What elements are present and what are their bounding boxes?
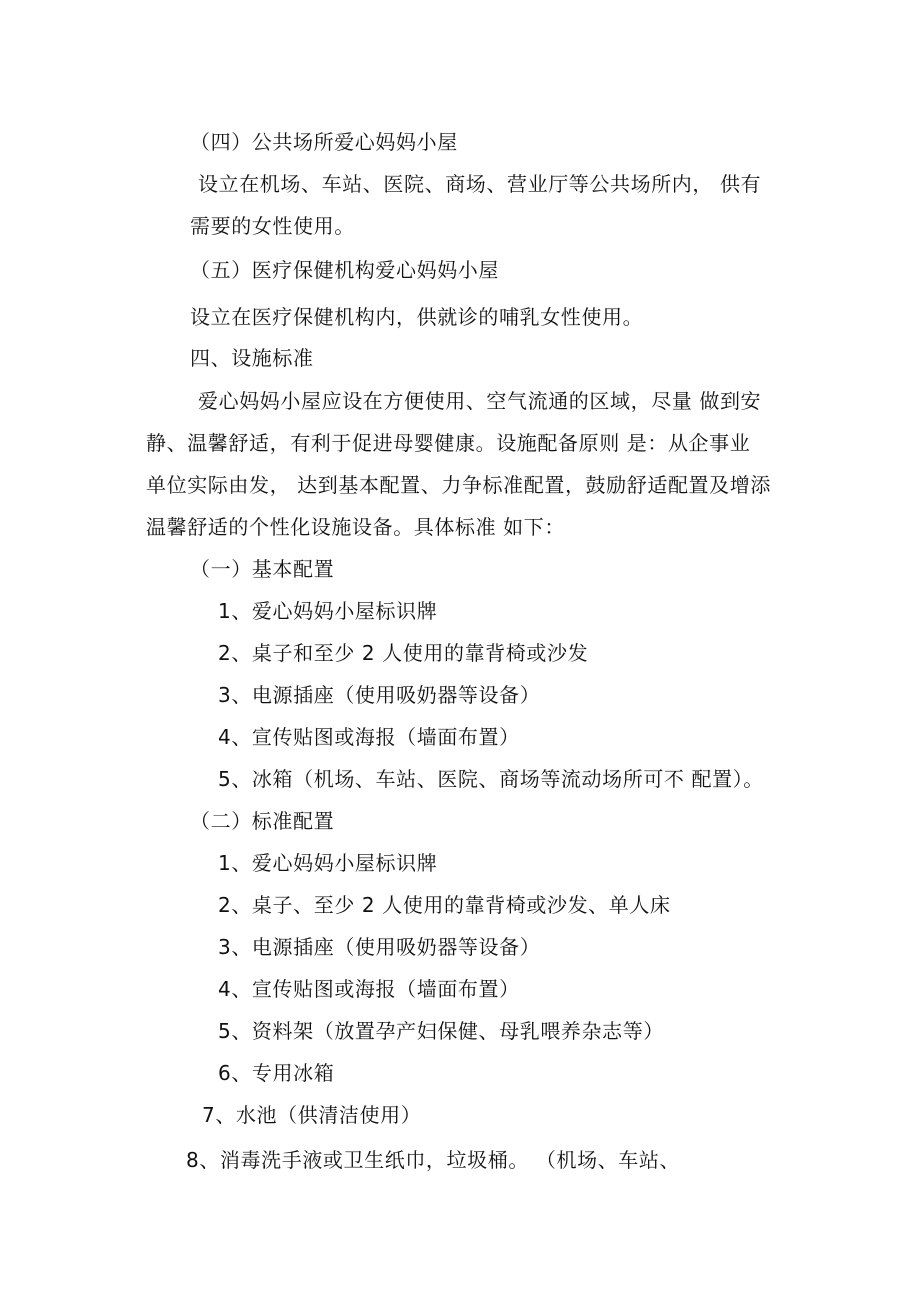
heading-medical-institutions: （五）医疗保健机构爱心妈妈小屋 xyxy=(190,258,499,282)
list-item: 4、宣传贴图或海报（墙面布置） xyxy=(218,977,520,1001)
paragraph-line: 设立在机场、车站、医院、商场、营业厅等公共场所内， 供有 xyxy=(198,172,762,196)
list-item: 1、爱心妈妈小屋标识牌 xyxy=(218,599,438,623)
paragraph-line: 需要的女性使用。 xyxy=(190,214,355,238)
paragraph-line: 爱心妈妈小屋应设在方便使用、空气流通的区域，尽量 做到安 xyxy=(198,389,762,413)
heading-standard-configuration: （二）标准配置 xyxy=(190,809,335,833)
list-item: 2、桌子、至少 2 人使用的靠背椅或沙发、单人床 xyxy=(218,893,671,917)
list-item: 7、水池（供清洁使用） xyxy=(202,1103,422,1127)
paragraph-line: 温馨舒适的个性化设施设备。具体标准 如下： xyxy=(146,515,565,539)
paragraph-line: 静、温馨舒适，有利于促进母婴健康。设施配备原则 是：从企事业 xyxy=(146,431,751,455)
heading-basic-configuration: （一）基本配置 xyxy=(190,557,335,581)
list-item: 4、宣传贴图或海报（墙面布置） xyxy=(218,725,520,749)
list-item: 3、电源插座（使用吸奶器等设备） xyxy=(218,683,541,707)
heading-public-places: （四）公共场所爱心妈妈小屋 xyxy=(190,130,458,154)
list-item: 5、冰箱（机场、车站、医院、商场等流动场所可不 配置）。 xyxy=(218,767,764,791)
list-item: 1、爱心妈妈小屋标识牌 xyxy=(218,851,438,875)
list-item: 3、电源插座（使用吸奶器等设备） xyxy=(218,935,541,959)
list-item: 2、桌子和至少 2 人使用的靠背椅或沙发 xyxy=(218,641,589,665)
heading-facility-standards: 四、设施标准 xyxy=(190,346,314,370)
paragraph-line: 设立在医疗保健机构内，供就诊的哺乳女性使用。 xyxy=(190,305,644,329)
list-item: 6、专用冰箱 xyxy=(218,1061,335,1085)
list-item: 8、消毒洗手液或卫生纸巾，垃圾桶。 （机场、车站、 xyxy=(186,1148,681,1172)
list-item: 5、资料架（放置孕产妇保健、母乳喂养杂志等） xyxy=(218,1019,664,1043)
paragraph-line: 单位实际由发， 达到基本配置、力争标准配置，鼓励舒适配置及增添 xyxy=(146,473,771,497)
